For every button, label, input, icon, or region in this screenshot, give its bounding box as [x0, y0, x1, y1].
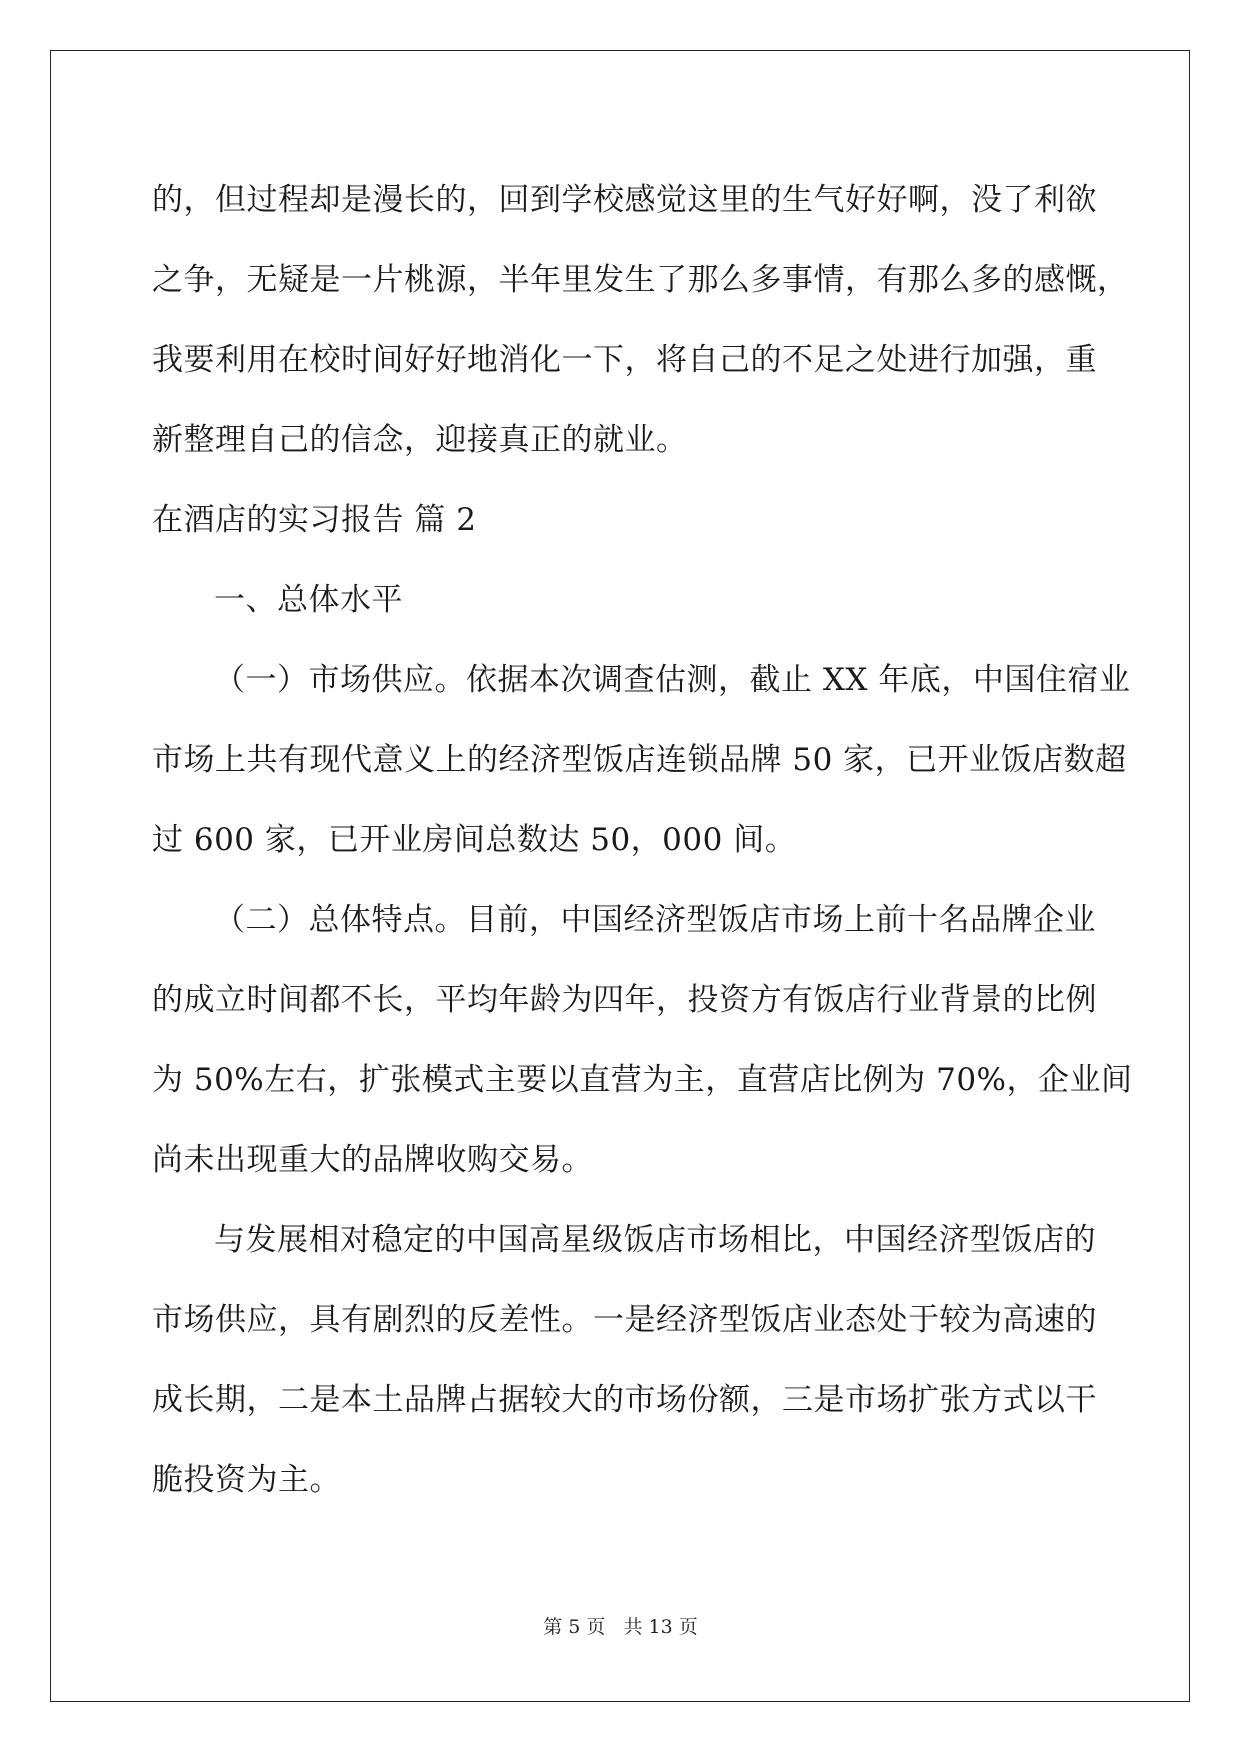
text-line: 为 50%左右，扩张模式主要以直营为主，直营店比例为 70%，企业间 [152, 1062, 1133, 1098]
text-line: （一）市场供应。依据本次调查估测，截止 XX 年底，中国住宿业 [214, 662, 1131, 698]
text-line: 尚未出现重大的品牌收购交易。 [152, 1142, 593, 1178]
text-line: 的，但过程却是漫长的，回到学校感觉这里的生气好好啊，没了利欲 [152, 182, 1097, 218]
paragraph [152, 160, 1129, 480]
text-line: 我要利用在校时间好好地消化一下，将自己的不足之处进行加强，重 [152, 342, 1097, 378]
paragraph [152, 1200, 1097, 1520]
paragraph [152, 880, 1133, 1200]
text-line: 与发展相对稳定的中国高星级饭店市场相比，中国经济型饭店的 [214, 1222, 1096, 1258]
current-page-number: 第 5 页 [543, 1616, 606, 1638]
subheading-text: 一、总体水平 [214, 582, 403, 618]
text-line: 之争，无疑是一片桃源，半年里发生了那么多事情，有那么多的感慨， [152, 262, 1129, 298]
page-footer [0, 1612, 1241, 1639]
text-line: 成长期，二是本土品牌占据较大的市场份额，三是市场扩张方式以干 [152, 1382, 1097, 1418]
text-line: 市场上共有现代意义上的经济型饭店连锁品牌 50 家，已开业饭店数超 [152, 742, 1127, 778]
text-line: 脆投资为主。 [152, 1462, 341, 1498]
total-pages: 共 13 页 [623, 1616, 698, 1638]
section-title-text: 在酒店的实习报告 篇 2 [152, 502, 477, 538]
text-line: 的成立时间都不长，平均年龄为四年，投资方有饭店行业背景的比例 [152, 982, 1097, 1018]
text-line: 市场供应，具有剧烈的反差性。一是经济型饭店业态处于较为高速的 [152, 1302, 1097, 1338]
paragraph [152, 640, 1131, 880]
paragraph [152, 560, 1092, 640]
document-body [152, 160, 1133, 1520]
text-line: （二）总体特点。目前，中国经济型饭店市场上前十名品牌企业 [214, 902, 1096, 938]
text-line: 新整理自己的信念，迎接真正的就业。 [152, 422, 688, 458]
section-title [152, 480, 1092, 560]
text-line: 过 600 家，已开业房间总数达 50，000 间。 [152, 822, 797, 858]
